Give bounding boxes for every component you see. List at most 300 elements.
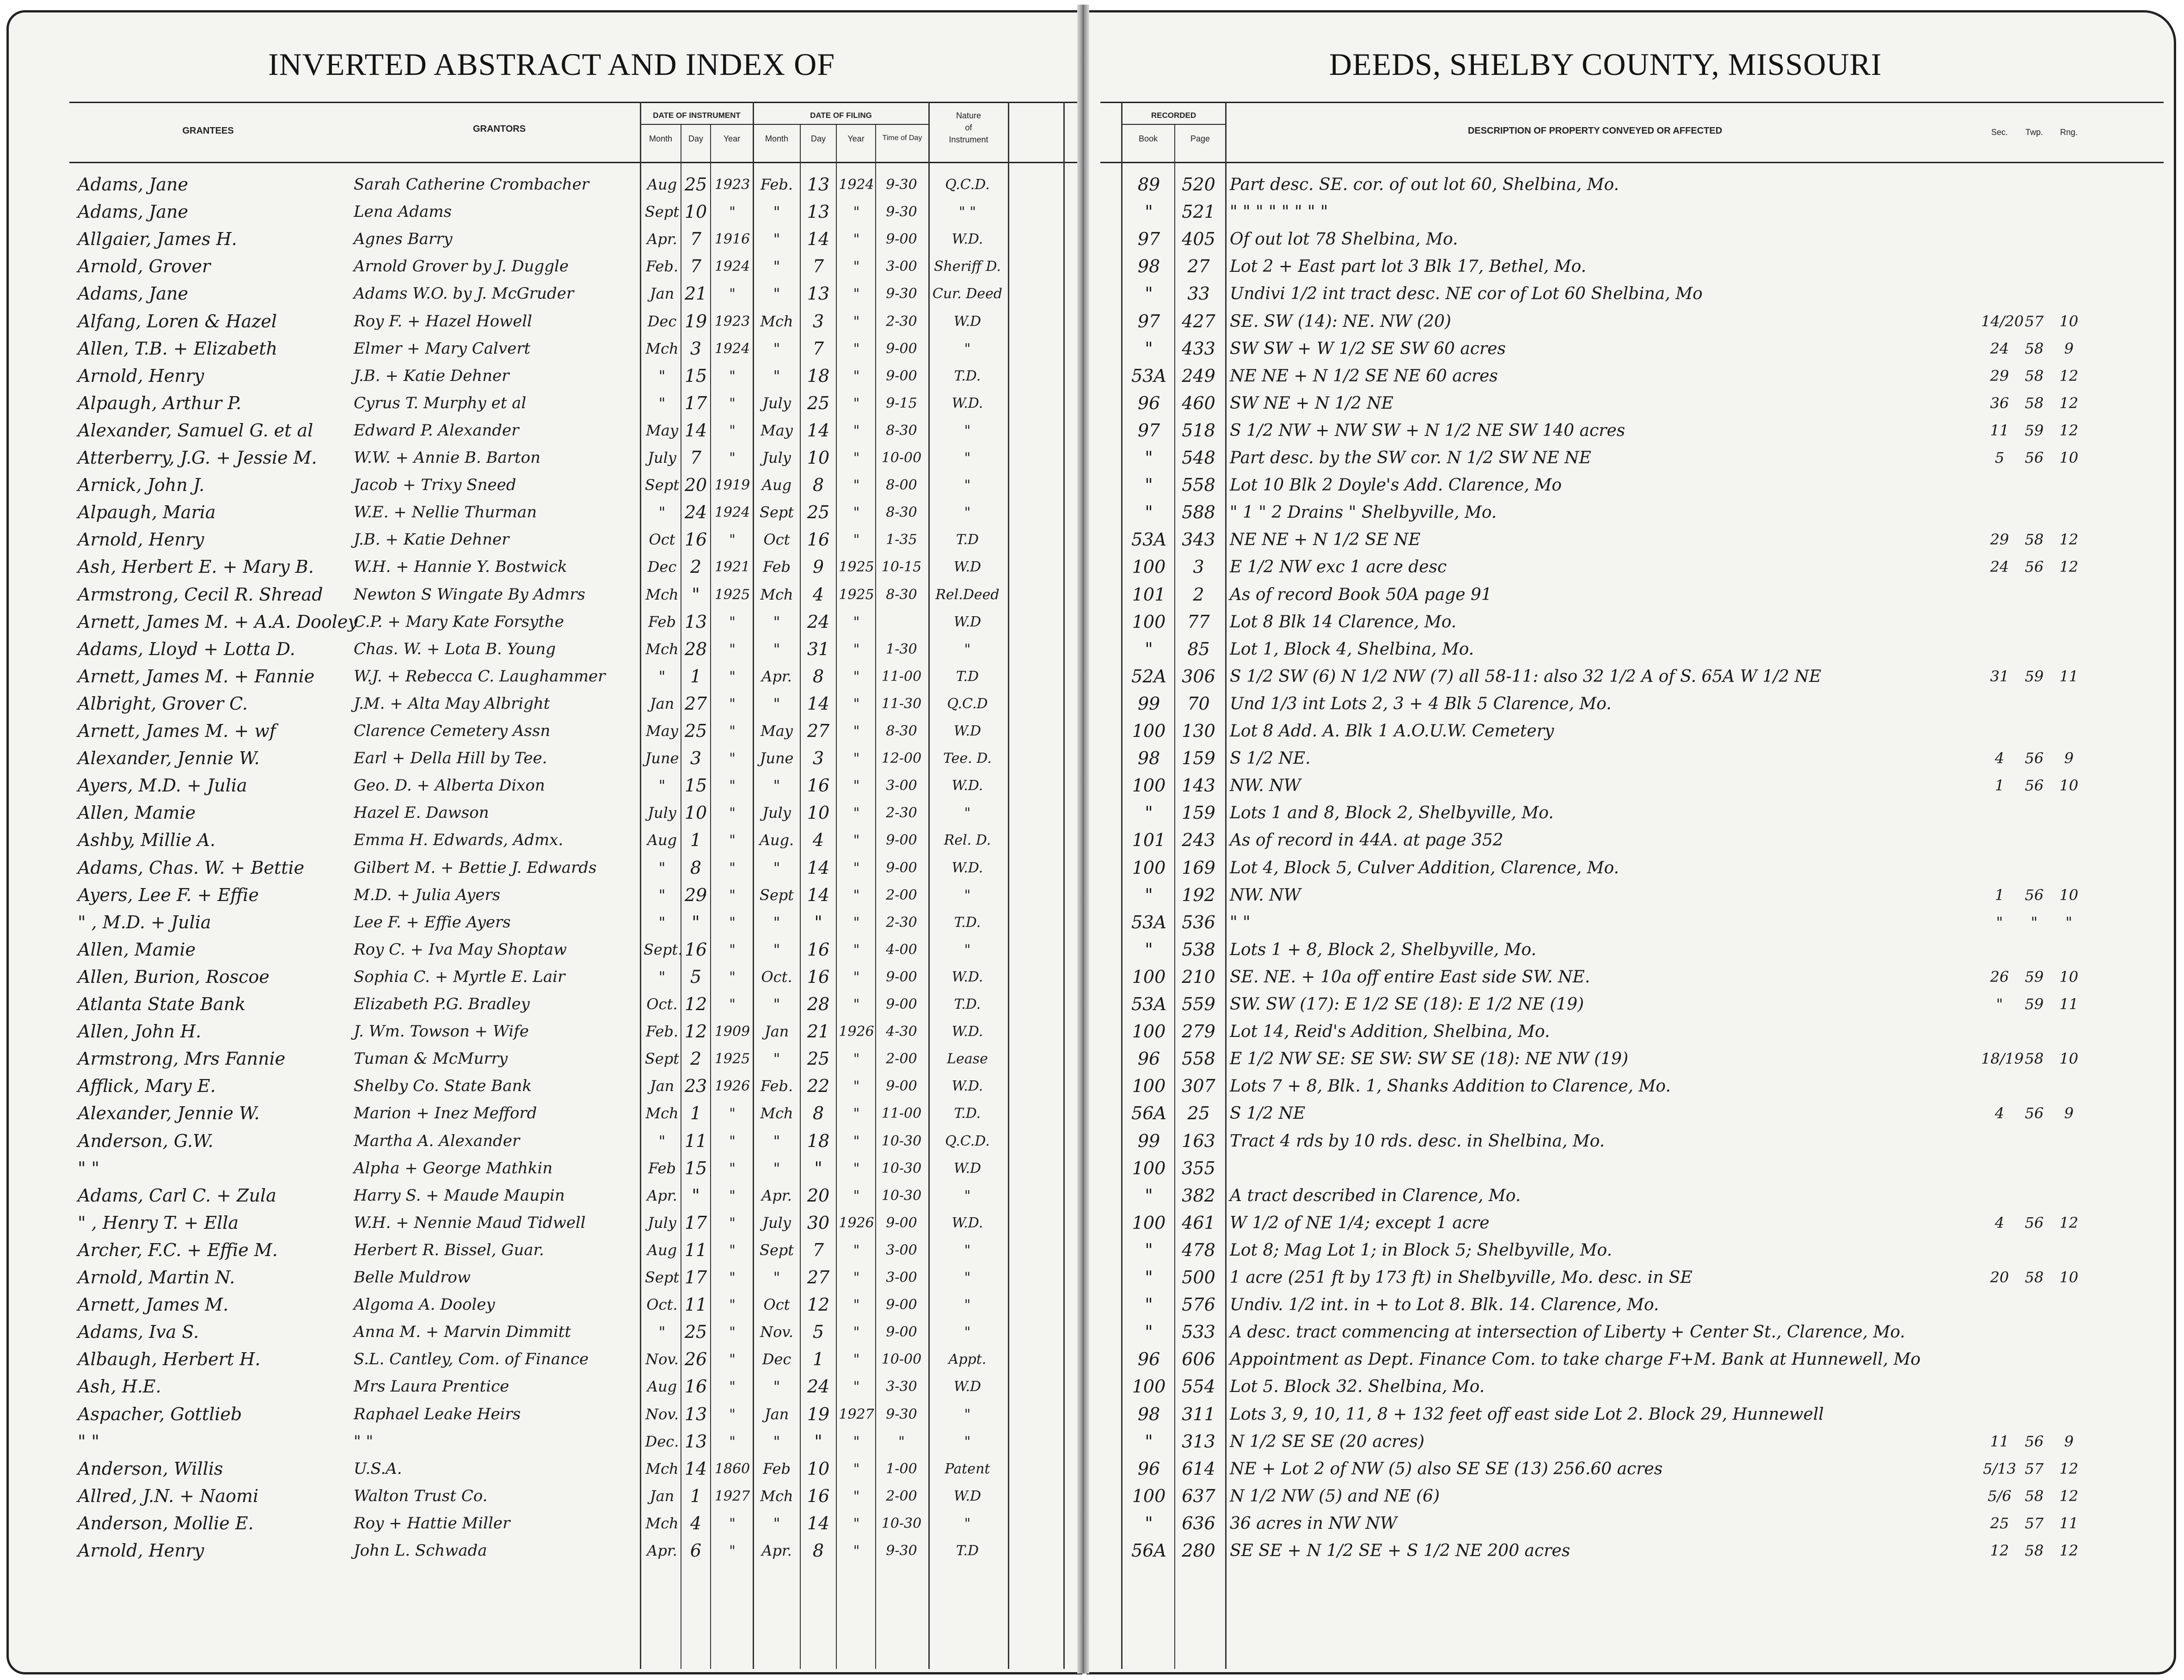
book-cell: 97 (1137, 420, 1160, 441)
nature-cell: Lease (947, 1051, 988, 1067)
table-row (0, 772, 2184, 799)
rng-cell: 12 (2059, 1214, 2079, 1232)
page-cell: 313 (1182, 1431, 1215, 1452)
book-cell: 100 (1132, 857, 1166, 878)
grantee-cell: " " (78, 1158, 100, 1178)
inst-day-cell: 12 (684, 994, 707, 1014)
table-row (0, 963, 2184, 991)
inst-month-cell: Mch (645, 339, 679, 357)
description-cell: Of out lot 78 Shelbina, Mo. (1230, 230, 1458, 249)
inst-month-cell: Nov. (645, 1350, 679, 1368)
description-cell: N 1/2 SE SE (20 acres) (1230, 1432, 1425, 1451)
grantee-cell: Adams, Jane (78, 202, 188, 222)
sec-cell (1981, 1128, 2018, 1155)
file-day-cell: 14 (807, 693, 830, 714)
file-day-cell: 31 (807, 638, 830, 659)
time-cell: 9-00 (886, 969, 917, 985)
inst-month-cell: " (658, 394, 666, 412)
file-month-cell: " (773, 258, 780, 276)
rng-cell (2050, 171, 2087, 198)
page-cell: 279 (1182, 1021, 1215, 1042)
page-cell: 27 (1187, 256, 1210, 277)
page-cell: 533 (1182, 1322, 1215, 1343)
sec-cell (1981, 1155, 2018, 1182)
inst-year-cell: " (729, 1297, 736, 1313)
file-day-cell: 7 (812, 1239, 824, 1260)
rng-cell (2050, 717, 2087, 745)
grantor-cell: Harry S. + Maude Maupin (354, 1186, 565, 1205)
page-cell: 355 (1182, 1158, 1215, 1178)
file-month-cell: Oct. (761, 968, 792, 986)
rng-cell (2050, 936, 2087, 963)
inst-day-cell: 13 (684, 1431, 707, 1452)
file-month-cell: " (773, 940, 780, 958)
inst-year-cell: 1916 (714, 231, 750, 248)
grantor-cell: Sophia C. + Myrtle E. Lair (354, 967, 565, 986)
nature-cell: T.D. (954, 1105, 981, 1122)
grantor-cell: Herbert R. Bissel, Guar. (354, 1240, 544, 1259)
table-row (0, 417, 2184, 444)
file-year-cell: " (853, 969, 860, 985)
page-cell: 548 (1182, 448, 1215, 468)
inst-year-cell: " (729, 1515, 736, 1532)
table-row (0, 1073, 2184, 1100)
file-day-cell: 8 (812, 1540, 824, 1561)
nature-cell: " (964, 422, 971, 439)
book-cell: 100 (1132, 1021, 1166, 1042)
table-row (0, 608, 2184, 636)
inst-day-cell: 6 (690, 1540, 702, 1561)
table-row (0, 1428, 2184, 1455)
grantor-cell: Walton Trust Co. (354, 1486, 488, 1505)
table-row (0, 636, 2184, 663)
inst-month-cell: " (658, 1132, 666, 1150)
file-year-cell: 1926 (839, 1214, 874, 1231)
description-cell: S 1/2 NE (1230, 1104, 1306, 1123)
rng-cell: 11 (2059, 667, 2079, 685)
page-title-left: INVERTED ABSTRACT AND INDEX OF (268, 47, 835, 82)
time-cell: 11-00 (881, 668, 922, 685)
book-cell: 97 (1137, 229, 1160, 250)
table-row (0, 553, 2184, 581)
sec-cell (1981, 827, 2018, 854)
file-month-cell: " (773, 1050, 780, 1068)
grantee-cell: Arnold, Grover (78, 256, 211, 277)
page-cell: 606 (1182, 1349, 1215, 1370)
file-day-cell: 16 (807, 939, 830, 960)
book-cell: 98 (1137, 748, 1160, 769)
twp-cell: 56 (2024, 749, 2044, 767)
book-cell: 100 (1132, 966, 1166, 987)
description-cell: SW SW + W 1/2 SE SW 60 acres (1230, 339, 1506, 358)
inst-year-cell: " (729, 1242, 736, 1258)
sec-cell: 12 (1990, 1542, 2009, 1559)
twp-cell: 56 (2024, 777, 2044, 795)
page-cell: 33 (1187, 283, 1210, 304)
time-cell: 3-30 (886, 1379, 917, 1395)
nature-cell: Q.C.D. (945, 1133, 990, 1149)
twp-cell (2018, 1018, 2050, 1045)
inst-month-cell: Oct. (646, 1296, 678, 1314)
inst-day-cell: 11 (684, 1130, 707, 1151)
book-cell: 100 (1132, 1212, 1166, 1233)
time-cell: 8-30 (886, 723, 917, 739)
file-day-cell: 24 (807, 611, 830, 632)
file-month-cell: Sept (759, 1241, 794, 1259)
twp-cell (2018, 636, 2050, 663)
inst-month-cell: Mch (645, 1459, 679, 1478)
nature-cell: Q.C.D (947, 695, 988, 712)
inst-day-cell: 3 (690, 748, 702, 769)
twp-cell: 57 (2024, 1459, 2044, 1478)
time-cell: 10-00 (881, 450, 922, 466)
inst-month-cell: Nov. (645, 1405, 679, 1423)
grantor-cell: M.D. + Julia Ayers (354, 885, 501, 904)
sec-cell: 4 (1994, 1214, 2005, 1232)
file-year-cell: " (853, 1105, 860, 1122)
time-cell: 2-00 (886, 1051, 917, 1067)
book-cell: 100 (1132, 1076, 1166, 1097)
sec-cell: 26 (1990, 968, 2009, 986)
description-cell: 1 acre (251 ft by 173 ft) in Shelbyville, Mo. desc. in SE (1230, 1268, 1693, 1287)
grantor-cell: Belle Muldrow (354, 1268, 471, 1287)
grantor-cell: Lee F. + Effie Ayers (354, 913, 511, 932)
rng-cell (2050, 226, 2087, 253)
grantee-cell: Atterberry, J.G. + Jessie M. (78, 448, 317, 468)
file-day-cell: 16 (807, 1485, 830, 1506)
inst-year-cell: " (729, 887, 736, 903)
inst-month-cell: " (658, 503, 666, 521)
inst-day-cell: 16 (684, 529, 707, 550)
file-year-cell: " (853, 887, 860, 903)
rng-cell: 11 (2059, 1514, 2079, 1532)
description-cell: Lot 4, Block 5, Culver Addition, Clarence, Mo. (1230, 858, 1619, 877)
book-cell: 100 (1132, 1485, 1166, 1506)
file-day-cell: 8 (812, 475, 824, 496)
grantor-cell: U.S.A. (354, 1459, 402, 1478)
nature-cell: " (964, 1297, 971, 1313)
file-year-cell: " (853, 532, 860, 548)
inst-month-cell: " (658, 858, 666, 877)
grantor-cell: Lena Adams (354, 202, 452, 221)
inst-year-cell: " (729, 941, 736, 958)
table-row (0, 882, 2184, 909)
inst-year-cell: 1926 (714, 1078, 750, 1095)
nature-cell: " (964, 1324, 971, 1341)
sec-cell (1981, 799, 2018, 827)
file-month-cell: " (773, 995, 780, 1013)
inst-month-cell: Sept (644, 476, 680, 494)
file-year-cell: " (853, 668, 860, 685)
book-cell: 53A (1131, 365, 1166, 386)
file-day-cell: 3 (812, 748, 824, 769)
nature-cell: W.D (953, 1379, 982, 1395)
file-year-cell: " (853, 641, 860, 657)
sec-cell: 29 (1990, 531, 2009, 549)
inst-day-cell: 11 (684, 1294, 707, 1315)
grantor-cell: Cyrus T. Murphy et al (354, 393, 527, 412)
grantor-cell: W.H. + Hannie Y. Bostwick (354, 558, 567, 576)
sec-cell (1981, 854, 2018, 882)
table-row (0, 827, 2184, 854)
file-year-cell: " (853, 1433, 860, 1450)
description-cell: E 1/2 NW exc 1 acre desc (1230, 558, 1447, 577)
rng-cell (2050, 1318, 2087, 1346)
inst-year-cell: " (729, 1133, 736, 1149)
header-bottom-rule-right (1100, 162, 2164, 163)
file-day-cell: 14 (807, 1513, 830, 1533)
book-cell: " (1145, 1185, 1153, 1206)
file-year-cell: " (853, 1297, 860, 1313)
grantor-cell: Mrs Laura Prentice (354, 1377, 509, 1396)
rng-cell (2050, 1237, 2087, 1264)
twp-cell: 59 (2024, 421, 2044, 439)
rng-cell: 10 (2059, 449, 2079, 466)
grantor-cell: S.L. Cantley, Com. of Finance (354, 1350, 589, 1369)
file-month-cell: " (773, 858, 780, 877)
time-cell: 8-30 (886, 504, 917, 521)
inst-month-cell: Aug (647, 176, 677, 193)
nature-cell: " (964, 887, 971, 903)
file-month-cell: " (773, 1159, 780, 1177)
file-day-cell: 20 (807, 1185, 830, 1206)
twp-cell: 57 (2024, 312, 2044, 330)
file-year-cell: 1927 (839, 1406, 874, 1422)
time-cell: 9-00 (886, 832, 917, 849)
grantee-cell: Arnett, James M. + wf (78, 721, 276, 741)
time-cell: 9-00 (886, 996, 917, 1012)
sec-cell (1981, 499, 2018, 526)
grantee-cell: Alexander, Jennie W. (78, 748, 260, 769)
description-cell: SE. NE. + 10a off entire East side SW. NE. (1230, 967, 1590, 987)
inst-year-cell: 1923 (714, 177, 750, 193)
inst-month-cell: Mch (645, 1514, 679, 1532)
file-day-cell: 13 (807, 202, 830, 222)
file-year-cell: " (853, 1460, 860, 1477)
description-cell: Lot 8; Mag Lot 1; in Block 5; Shelbyville, Mo. (1230, 1240, 1612, 1260)
grantor-cell: Chas. W. + Lota B. Young (354, 639, 556, 658)
page-cell: 520 (1182, 174, 1215, 195)
sec-cell: 5 (1994, 449, 2005, 466)
inst-year-cell: " (729, 1160, 736, 1177)
file-month-cell: Oct (763, 531, 790, 549)
grantee-cell: Arnick, John J. (78, 475, 205, 496)
grantee-cell: Arnold, Henry (78, 529, 204, 550)
grantor-cell: Tuman & McMurry (354, 1049, 508, 1068)
grantee-cell: Adams, Chas. W. + Bettie (78, 857, 305, 878)
rng-cell: 12 (2059, 1459, 2079, 1478)
table-row (0, 1401, 2184, 1428)
grantor-cell: Shelby Co. State Bank (354, 1077, 532, 1096)
description-cell: A tract described in Clarence, Mo. (1230, 1186, 1521, 1205)
inst-day-cell: 2 (690, 557, 702, 577)
file-year-cell: " (853, 1543, 860, 1559)
description-cell: SE. SW (14): NE. NW (20) (1230, 312, 1451, 331)
file-day-cell: 4 (812, 584, 824, 605)
nature-cell: Rel. D. (944, 832, 991, 849)
table-row (0, 663, 2184, 690)
grantor-cell: Alpha + George Mathkin (354, 1159, 553, 1177)
header-nature-1: Nature (956, 111, 982, 120)
grantor-cell: Martha A. Alexander (354, 1131, 520, 1150)
header-top-rule-right (1100, 102, 2164, 103)
inst-year-cell: " (729, 996, 736, 1012)
description-cell: NW. NW (1230, 776, 1301, 796)
table-row (0, 526, 2184, 553)
page-cell: 306 (1182, 666, 1215, 687)
nature-cell: W.D. (951, 859, 983, 876)
sec-cell: 11 (1990, 1432, 2009, 1450)
time-cell: 2-30 (886, 313, 917, 330)
file-year-cell: " (853, 996, 860, 1012)
file-month-cell: July (762, 394, 791, 412)
nature-cell: " (964, 805, 971, 822)
inst-day-cell: 26 (684, 1349, 707, 1370)
inst-day-cell: " (692, 1185, 700, 1206)
description-cell: N 1/2 NW (5) and NE (6) (1230, 1486, 1440, 1506)
table-row (0, 253, 2184, 280)
inst-month-cell: Dec (647, 558, 677, 576)
table-row (0, 390, 2184, 417)
file-day-cell: 10 (807, 803, 830, 823)
nature-cell: W.D. (951, 231, 983, 248)
page-cell: 558 (1182, 475, 1215, 496)
inst-year-cell: " (729, 805, 736, 822)
twp-cell: 58 (2024, 367, 2044, 385)
nature-cell: " (964, 340, 971, 357)
inst-year-cell: " (729, 1269, 736, 1286)
book-cell: 97 (1137, 311, 1160, 331)
file-year-cell: " (853, 286, 860, 302)
inst-day-cell: 16 (684, 939, 707, 960)
inst-month-cell: Aug (647, 831, 677, 849)
table-row (0, 1128, 2184, 1155)
nature-cell: " (964, 1187, 971, 1204)
nature-cell: Sheriff D. (934, 258, 1001, 275)
page-cell: 460 (1182, 392, 1215, 413)
grantee-cell: Adams, Carl C. + Zula (78, 1185, 276, 1206)
twp-cell (2018, 499, 2050, 526)
inst-day-cell: 17 (684, 392, 707, 413)
inst-year-cell: " (729, 1351, 736, 1368)
page-cell: 163 (1182, 1130, 1215, 1151)
inst-month-cell: Mch (645, 1104, 679, 1122)
file-year-cell: " (853, 805, 860, 822)
page-cell: 70 (1187, 693, 1210, 714)
file-day-cell: 7 (812, 338, 824, 359)
page-cell: 130 (1182, 721, 1215, 741)
inst-month-cell: " (658, 667, 666, 685)
book-cell: 101 (1132, 830, 1166, 851)
rng-cell: 12 (2059, 531, 2079, 549)
table-row (0, 171, 2184, 198)
time-cell: 9-30 (886, 1543, 917, 1559)
book-cell: 96 (1137, 1458, 1160, 1479)
description-cell: As of record in 44A. at page 352 (1230, 831, 1503, 850)
description-cell: Tract 4 rds by 10 rds. desc. in Shelbina, Mo. (1230, 1131, 1605, 1151)
grantee-cell: " , Henry T. + Ella (78, 1212, 239, 1233)
file-year-cell: " (853, 1160, 860, 1177)
inst-year-cell: " (729, 641, 736, 657)
grantee-cell: Allen, John H. (78, 1021, 202, 1042)
book-cell: " (1145, 1513, 1153, 1533)
grantee-cell: Anderson, G.W. (78, 1130, 214, 1151)
inst-day-cell: 16 (684, 1376, 707, 1397)
file-month-cell: Apr. (761, 1542, 792, 1559)
book-cell: " (1145, 884, 1153, 905)
page-cell: 521 (1182, 202, 1215, 222)
inst-year-cell: " (729, 1214, 736, 1231)
file-day-cell: 25 (807, 1048, 830, 1069)
file-month-cell: Oct (763, 1296, 790, 1314)
file-month-cell: " (773, 694, 780, 712)
grantor-cell: Hazel E. Dawson (354, 803, 489, 822)
file-month-cell: May (761, 421, 793, 439)
inst-month-cell: Dec (647, 312, 677, 330)
table-row (0, 362, 2184, 390)
twp-cell: 56 (2024, 1214, 2044, 1232)
table-row (0, 799, 2184, 827)
page-cell: 77 (1187, 611, 1210, 632)
nature-cell: Tee. D. (943, 750, 992, 767)
time-cell: 8-30 (886, 422, 917, 439)
time-cell: 3-00 (886, 1269, 917, 1286)
nature-cell: T.D (956, 1543, 979, 1559)
page-cell: 433 (1182, 338, 1215, 359)
file-month-cell: Feb. (760, 176, 793, 193)
nature-cell: W.D (953, 723, 982, 739)
page-cell: 249 (1182, 365, 1215, 386)
inst-month-cell: Feb (648, 613, 676, 631)
header-grantees: GRANTEES (182, 126, 234, 136)
sec-cell (1981, 1073, 2018, 1100)
rng-cell (2050, 799, 2087, 827)
twp-cell: 56 (2024, 1104, 2044, 1122)
time-cell: 9-00 (886, 1297, 917, 1313)
page-cell: 382 (1182, 1185, 1215, 1206)
header-time-of-day: Time of Day (882, 134, 922, 142)
time-cell: " (898, 1433, 905, 1450)
file-year-cell: " (853, 340, 860, 357)
rng-cell: 9 (2064, 1104, 2074, 1122)
twp-cell: 56 (2024, 558, 2044, 576)
sec-cell: 1 (1994, 777, 2005, 795)
inst-month-cell: Apr. (647, 1542, 677, 1559)
book-cell: 96 (1137, 392, 1160, 413)
file-month-cell: Feb. (760, 1077, 793, 1095)
time-cell: 10-30 (881, 1160, 922, 1177)
file-day-cell: 14 (807, 857, 830, 878)
inst-year-cell: " (729, 914, 736, 931)
page-cell: 85 (1187, 638, 1210, 659)
inst-day-cell: 23 (684, 1076, 707, 1097)
rng-cell: 9 (2064, 339, 2074, 357)
inst-year-cell: 1860 (714, 1460, 750, 1477)
date-subheader-rule (640, 124, 929, 125)
twp-cell: 58 (2024, 1269, 2044, 1286)
header-date-of-instrument: DATE OF INSTRUMENT (653, 111, 741, 120)
time-cell: 11-30 (881, 695, 922, 712)
grantee-cell: Arnett, James M. + A.A. Dooley (78, 611, 358, 632)
rng-cell (2050, 581, 2087, 608)
file-month-cell: " (773, 367, 780, 385)
time-cell: 3-00 (886, 778, 917, 794)
file-year-cell: " (853, 1051, 860, 1067)
file-month-cell: Jan (764, 1405, 789, 1423)
table-row (0, 991, 2184, 1018)
inst-month-cell: Apr. (647, 1186, 677, 1204)
twp-cell (2018, 1401, 2050, 1428)
